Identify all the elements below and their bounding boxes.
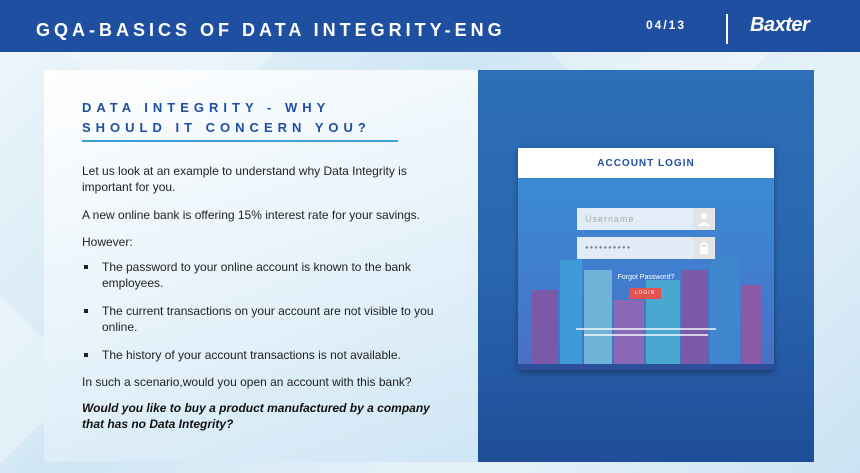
offer-text: A new online bank is offering 15% interest rate for your savings. bbox=[82, 208, 420, 222]
baxter-logo: Baxter bbox=[750, 14, 810, 36]
page-counter: 04/13 bbox=[646, 18, 687, 32]
building bbox=[710, 255, 740, 370]
bullet-icon bbox=[84, 309, 88, 313]
user-icon bbox=[693, 208, 715, 230]
login-button: LOGIN bbox=[629, 288, 661, 299]
login-title: ACCOUNT LOGIN bbox=[518, 148, 774, 178]
building bbox=[584, 270, 612, 370]
building bbox=[532, 290, 558, 370]
bullet-list bbox=[82, 259, 442, 375]
building bbox=[682, 270, 708, 370]
course-title: GQA-BASICS OF DATA INTEGRITY-ENG bbox=[36, 20, 506, 40]
fine-print-line bbox=[576, 328, 716, 330]
intro-text: Let us look at an example to understand why Data Integrity is important for you. bbox=[82, 164, 407, 194]
scenario-text: In such a scenario,would you open an account with this bank? bbox=[82, 375, 412, 389]
fine-print-line bbox=[584, 334, 708, 336]
building bbox=[742, 285, 762, 370]
password-field bbox=[577, 237, 715, 259]
section-heading bbox=[82, 98, 402, 138]
forgot-password-link: Forgot Password? bbox=[617, 274, 675, 281]
question-text: Would you like to buy a product manufactured by a company that has no Data Integrity? bbox=[82, 401, 430, 431]
bullet-icon bbox=[84, 353, 88, 357]
however-text: However: bbox=[82, 235, 133, 249]
header-divider bbox=[726, 14, 728, 44]
bullet-item: The history of your account transactions is not available. bbox=[82, 347, 442, 363]
account-login-illustration bbox=[518, 148, 774, 370]
bullet-icon bbox=[84, 265, 88, 269]
username-placeholder: Username bbox=[585, 214, 635, 224]
heading-line-1: DATA INTEGRITY - WHY bbox=[82, 100, 331, 115]
password-mask: ●●●●●●●●●● bbox=[585, 245, 632, 251]
heading-underline bbox=[82, 140, 398, 142]
bullet-item: The password to your online account is known to the bank employees. bbox=[82, 259, 442, 291]
ground bbox=[518, 364, 774, 370]
lock-icon bbox=[693, 237, 715, 259]
course-header bbox=[0, 0, 860, 52]
bullet-item: The current transactions on your account are not visible to you online. bbox=[82, 303, 442, 335]
username-field bbox=[577, 208, 715, 230]
heading-line-2: SHOULD IT CONCERN YOU? bbox=[82, 120, 371, 135]
